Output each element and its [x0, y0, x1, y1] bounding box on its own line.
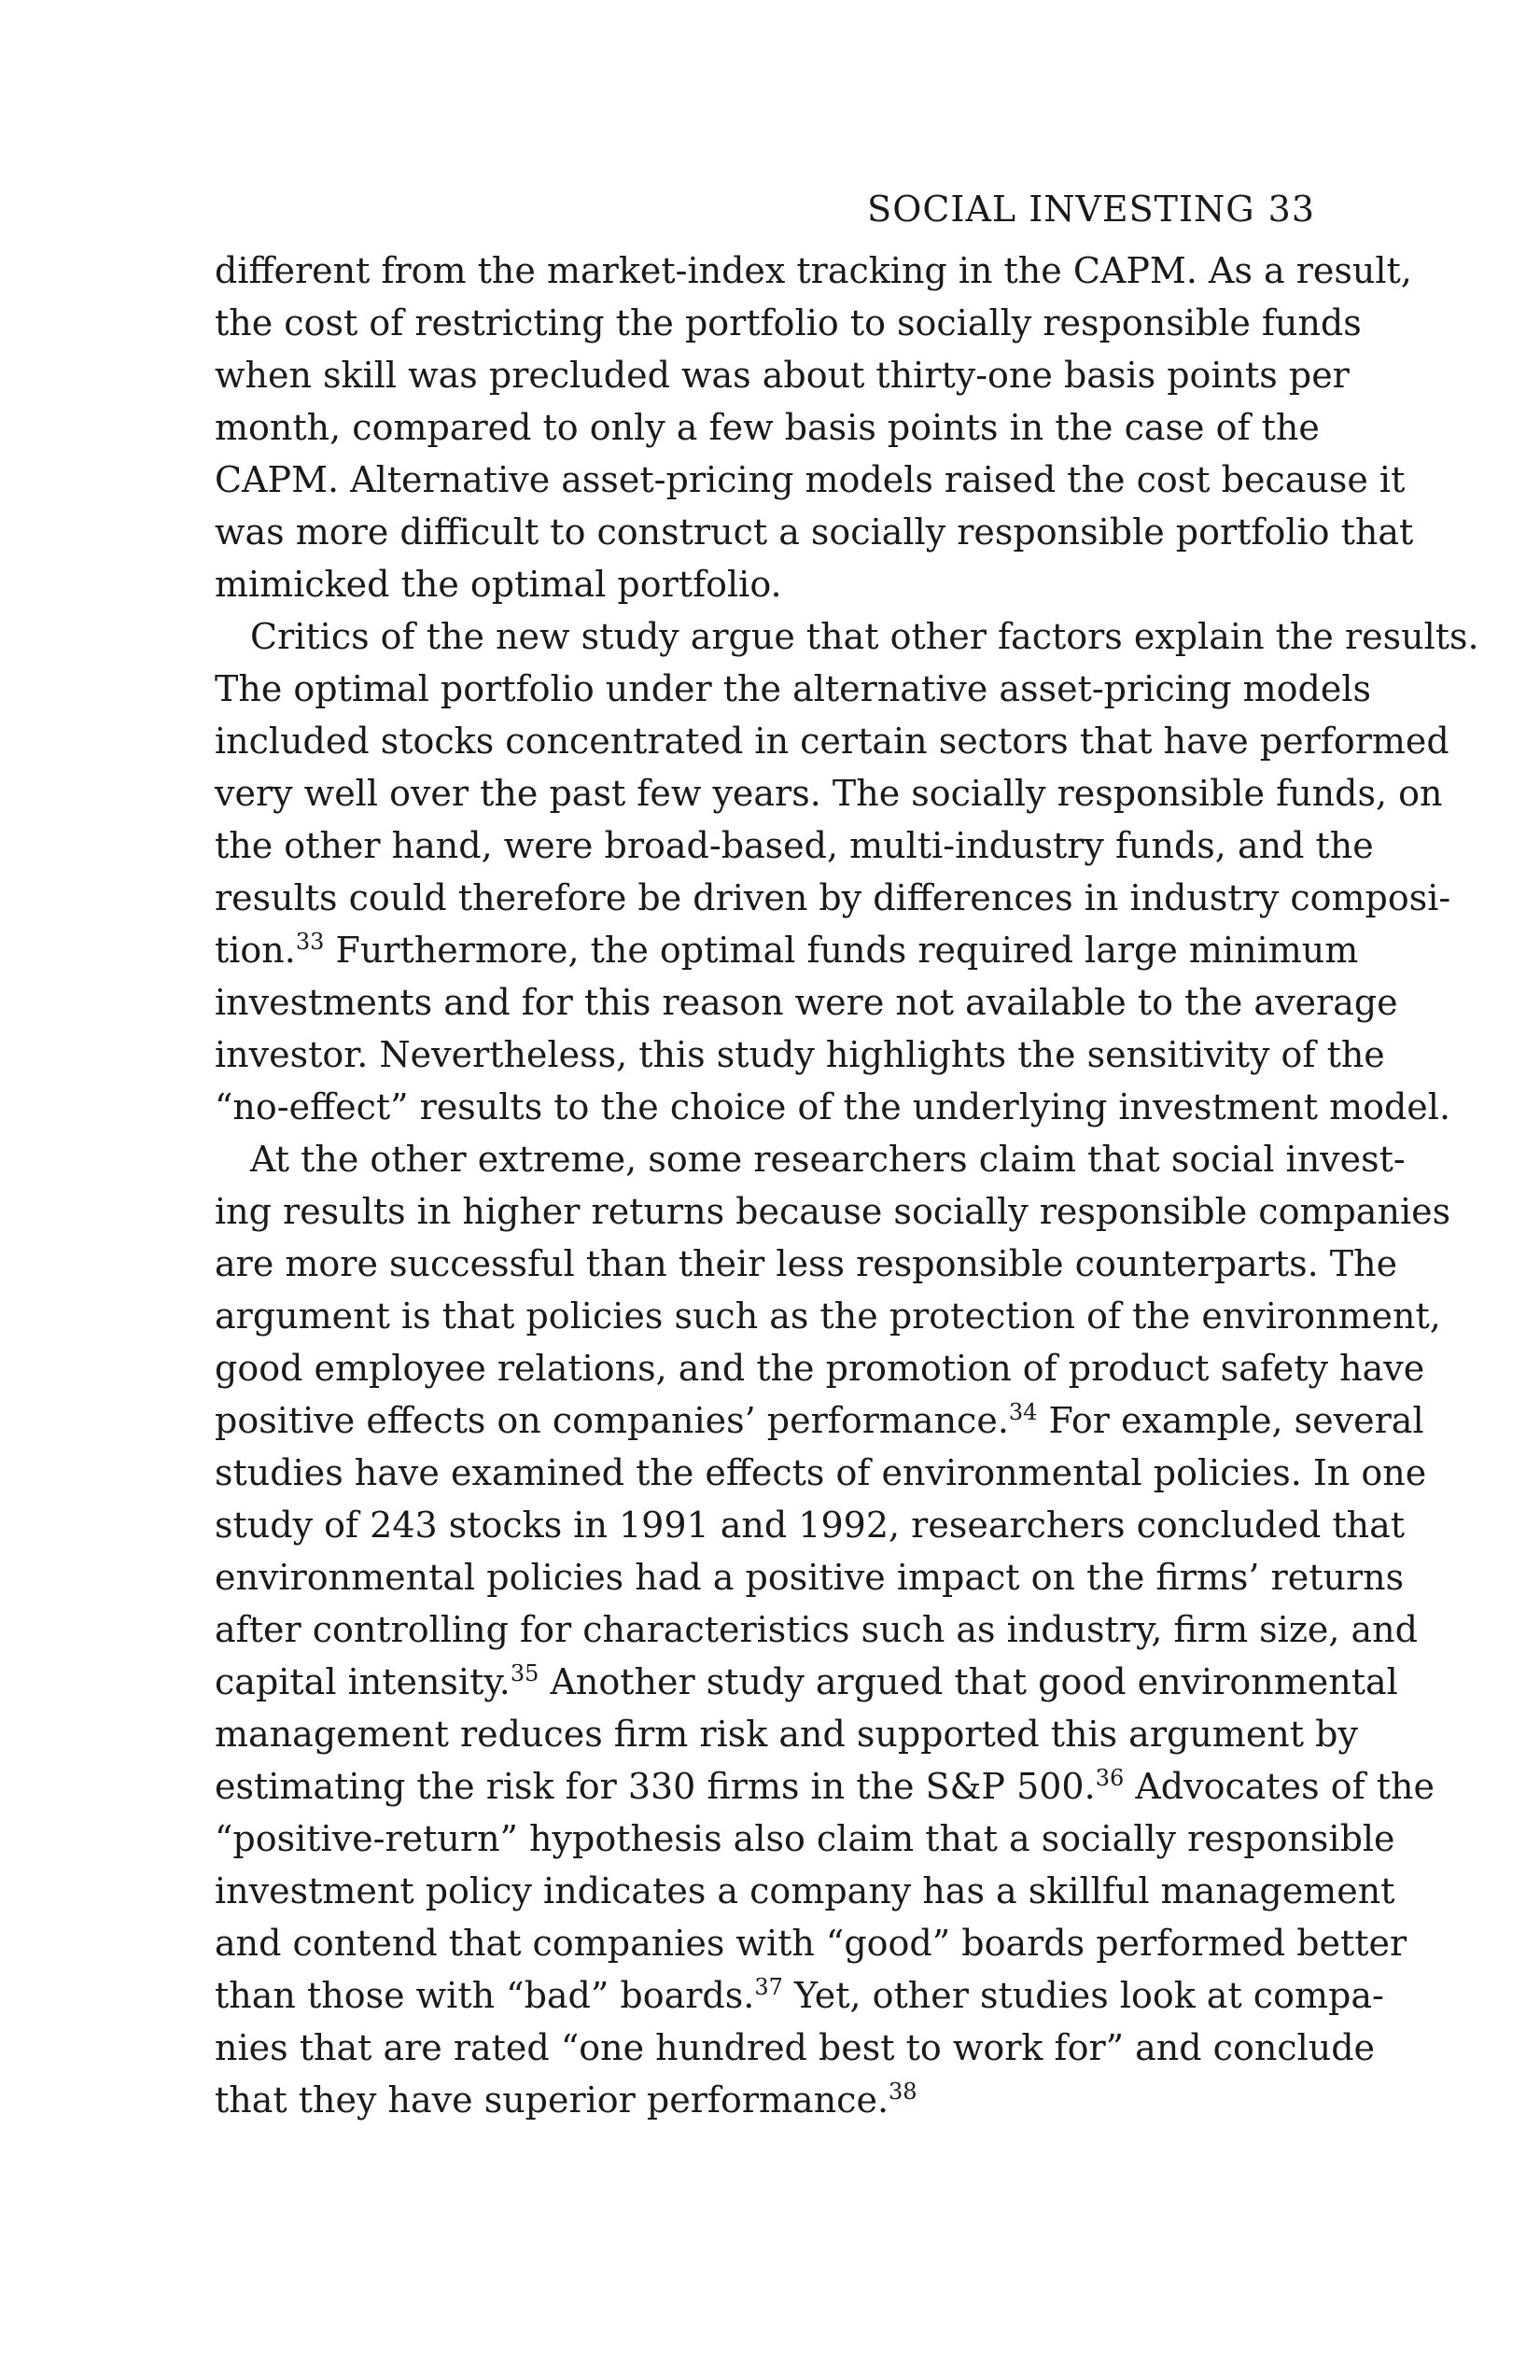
text-line [215, 297, 1362, 349]
line-text: investment policy indicates a company has a skillful management [215, 1870, 1395, 1911]
line-text: when skill was precluded was about thirty-one basis points per [215, 355, 1350, 396]
text-line [215, 767, 1443, 819]
line-text: than those with “bad” boards. [215, 1975, 755, 2016]
text-line [215, 1499, 1406, 1551]
line-text: different from the market-index tracking in the CAPM. As a result, [215, 250, 1412, 291]
text-line [215, 506, 1414, 558]
text-line [215, 245, 1412, 297]
line-text: “positive-return” hypothesis also claim that a socially responsible [215, 1818, 1395, 1859]
line-text: investor. Nevertheless, this study highlights the sensitivity of the [215, 1034, 1385, 1075]
text-line [215, 819, 1374, 872]
line-text: capital intensity. [215, 1661, 511, 1702]
text-line [215, 872, 1451, 924]
line-text: good employee relations, and the promotion of product safety have [215, 1348, 1425, 1389]
line-text: estimating the risk for 330 firms in the S&P 500. [215, 1766, 1096, 1807]
text-line [215, 558, 1315, 610]
line-text: nies that are rated “one hundred best to work for” and conclude [215, 2027, 1376, 2068]
line-text: after controlling for characteristics such as industry, firm size, and [215, 1609, 1418, 1650]
line-text-continued: For example, several [1037, 1400, 1424, 1441]
running-title: SOCIAL INVESTING [867, 189, 1255, 230]
text-line [215, 1238, 1398, 1290]
text-line [215, 1656, 1398, 1708]
line-text-continued: Advocates of the [1124, 1766, 1435, 1807]
line-text: management reduces firm risk and supported this argument by [215, 1714, 1358, 1755]
text-line [215, 1551, 1405, 1603]
text-line [215, 2074, 1315, 2126]
text-line [215, 610, 1479, 663]
line-text: results could therefore be driven by differences in industry composi- [215, 877, 1451, 918]
text-line [215, 1917, 1407, 1969]
line-text: The optimal portfolio under the alternative asset-pricing models [215, 668, 1372, 709]
line-text: study of 243 stocks in 1991 and 1992, researchers concluded that [215, 1505, 1406, 1546]
footnote-marker: 36 [1095, 1765, 1125, 1791]
text-line [215, 924, 1359, 976]
text-line [215, 1760, 1435, 1813]
text-line [215, 1133, 1406, 1185]
line-text: month, compared to only a few basis points in the case of the [215, 407, 1320, 448]
line-text: mimicked the optimal portfolio. [215, 564, 782, 605]
body-text [215, 245, 1479, 2126]
footnote-marker: 33 [295, 929, 325, 955]
line-text: included stocks concentrated in certain sectors that have performed [215, 721, 1449, 762]
line-text-continued: Another study argued that good environmental [539, 1661, 1398, 1702]
line-text: very well over the past few years. The socially responsible funds, on [215, 773, 1443, 814]
running-head [215, 187, 1315, 231]
text-line [215, 1342, 1425, 1394]
line-text: CAPM. Alternative asset-pricing models raised the cost because it [215, 459, 1406, 500]
line-text: environmental policies had a positive impact on the firms’ returns [215, 1557, 1405, 1598]
text-line [215, 1290, 1441, 1342]
text-line [215, 715, 1449, 767]
line-text: was more difficult to construct a socially responsible portfolio that [215, 511, 1414, 553]
text-line [215, 1447, 1427, 1499]
line-text: the cost of restricting the portfolio to socially responsible funds [215, 302, 1362, 343]
line-text: positive effects on companies’ performance. [215, 1400, 1009, 1441]
line-text: the other hand, were broad-based, multi-industry funds, and the [215, 825, 1374, 866]
text-line [215, 1185, 1451, 1238]
line-text: ing results in higher returns because socially responsible companies [215, 1191, 1451, 1232]
text-line [215, 1708, 1358, 1760]
text-line [215, 1603, 1418, 1656]
text-line [215, 1813, 1395, 1865]
text-line [215, 1081, 1451, 1133]
line-text-continued: Furthermore, the optimal funds required large minimum [324, 930, 1359, 971]
text-line [215, 976, 1398, 1029]
text-line [215, 1394, 1424, 1447]
text-line [215, 1029, 1385, 1081]
line-text-continued: Yet, other studies look at compa- [782, 1975, 1384, 2016]
footnote-marker: 34 [1008, 1399, 1038, 1425]
line-text: Critics of the new study argue that other factors explain the results. [250, 616, 1479, 657]
page-number: 33 [1267, 189, 1315, 230]
text-line [215, 1969, 1384, 2022]
line-text: “no-effect” results to the choice of the underlying investment model. [215, 1086, 1451, 1127]
line-text: argument is that policies such as the protection of the environment, [215, 1295, 1441, 1337]
line-text: investments and for this reason were not available to the average [215, 982, 1398, 1023]
line-text: tion. [215, 930, 296, 971]
footnote-marker: 35 [510, 1660, 539, 1687]
line-text: that they have superior performance. [215, 2079, 889, 2121]
text-line [215, 349, 1350, 401]
footnote-marker: 38 [889, 2079, 917, 2105]
line-text: studies have examined the effects of environmental policies. In one [215, 1452, 1427, 1493]
line-text: are more successful than their less responsible counterparts. The [215, 1243, 1398, 1284]
text-line [215, 454, 1406, 506]
footnote-marker: 37 [754, 1974, 783, 2000]
line-text: At the other extreme, some researchers claim that social invest- [250, 1139, 1406, 1180]
text-line [215, 663, 1372, 715]
text-line [215, 401, 1320, 454]
text-line [215, 2022, 1376, 2074]
line-text: and contend that companies with “good” boards performed better [215, 1923, 1407, 1964]
text-line [215, 1865, 1395, 1917]
